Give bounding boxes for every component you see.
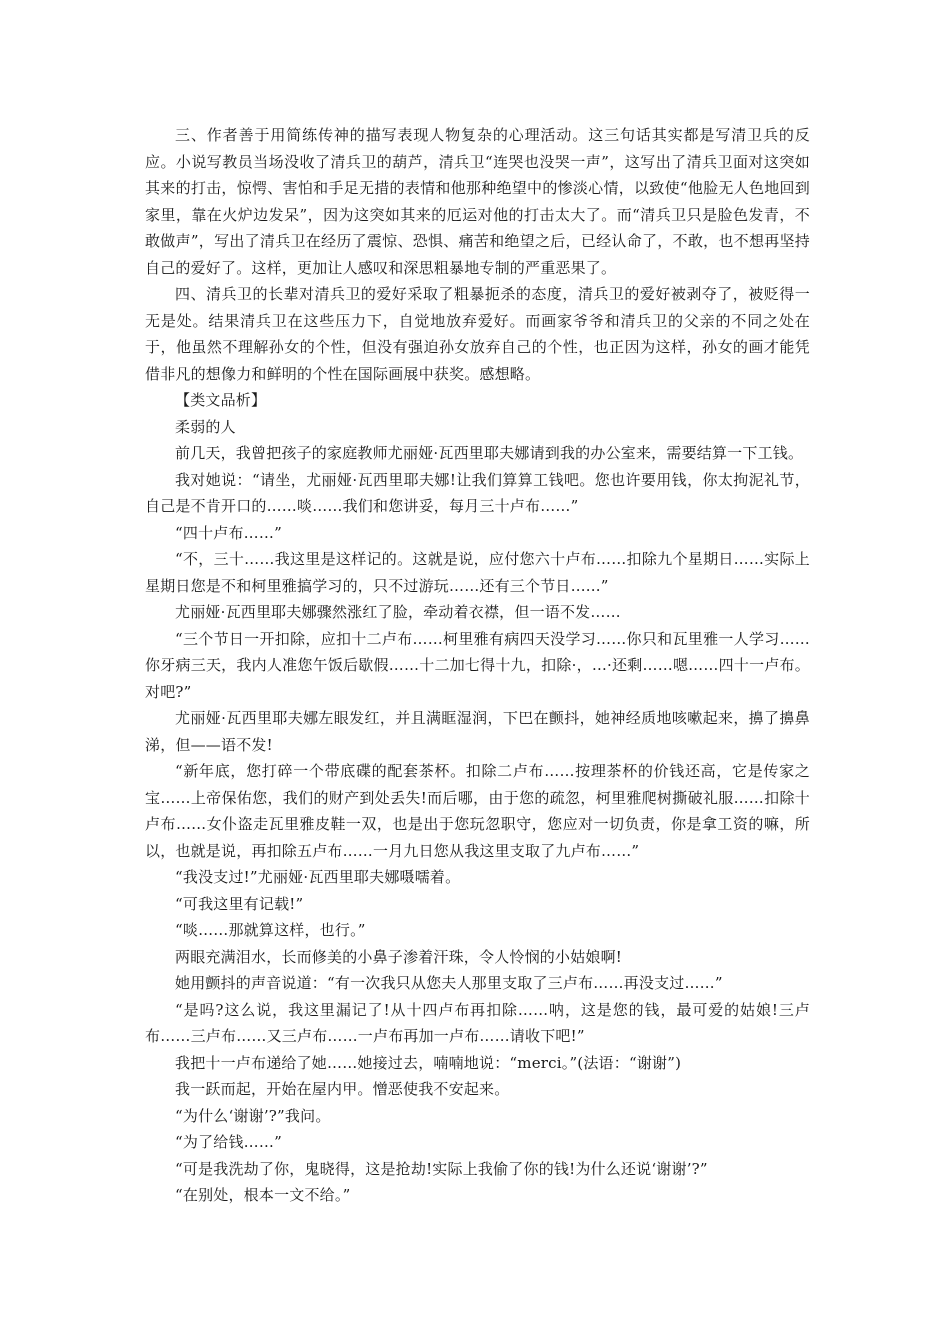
story-paragraph: 尤丽娅·瓦西里耶夫娜骤然涨红了脸，牵动着衣襟，但一语不发…… [175, 603, 621, 621]
document-page [145, 122, 810, 1209]
story-paragraph: “为了给钱……” [175, 1133, 282, 1151]
paragraph-analysis-3: 三、作者善于用简练传神的描写表现人物复杂的心理活动。这三句话其实都是写清卫兵的反应。小说写教员当场没收了清兵卫的葫芦，清兵卫“连哭也没哭一声”，这写出了清兵卫面对这突如其来的打击，惊愕、害怕和手足无措的表情和他那种绝望中的惨淡心情，以致使“他脸无人色地回到家里，靠在火炉边发呆”，因为这突如其来的厄运对他的打击太大了。而“清兵卫只是脸色发青，不敢做声”，写出了清兵卫在经历了震惊、恐惧、痛苦和绝望之后，已经认命了，不敢，也不想再坚持自己的爱好了。这样，更加让人感叹和深思粗暴地专制的严重恶果了。 [145, 126, 810, 277]
story-paragraph: 我对她说：“请坐，尤丽娅·瓦西里耶夫娜!让我们算算工钱吧。您也许要用钱，你太拘泥礼节，自己是不肯开口的……啖……我们和您讲妥，每月三十卢布……” [145, 470, 810, 515]
story-paragraph: 我一跃而起，开始在屋内甲。憎恶使我不安起来。 [175, 1080, 510, 1098]
story-paragraph: 前几天，我曾把孩子的家庭教师尤丽娅·瓦西里耶夫娜请到我的办公室来，需要结算一下工钱。 [175, 444, 804, 462]
story-paragraph: “是吗?这么说，我这里漏记了!从十四卢布再扣除……呐，这是您的钱，最可爱的姑娘!三卢布……三卢布……又三卢布……一卢布再加一卢布……请收下吧!” [145, 1000, 810, 1045]
story-paragraph: “我没支过!”尤丽娅·瓦西里耶夫娜嗫嚅着。 [175, 868, 461, 886]
story-paragraph: “可我这里有记载!” [175, 894, 304, 913]
story-paragraph: “不，三十……我这里是这样记的。这就是说，应付您六十卢布……扣除九个星期日……实际上星期日您是不和柯里雅搞学习的，只不过游玩……还有三个节日…...” [145, 550, 810, 595]
story-paragraph: 我把十一卢布递给了她……她接过去，喃喃地说：“merci。”(法语：“谢谢”) [175, 1053, 682, 1072]
story-paragraph: 两眼充满泪水，长而修美的小鼻子渗着汗珠，令人怜悯的小姑娘啊! [175, 947, 623, 966]
story-paragraph: “在别处，根本一文不给。” [175, 1186, 351, 1204]
story-paragraph: “三个节日一开扣除，应扣十二卢布……柯里雅有病四天没学习……你只和瓦里雅一人学习……你牙病三天，我内人准您午饭后歇假……十二加七得十九，扣除·，…·还剩……嗯……四十一卢布。对吧?” [145, 629, 810, 701]
paragraph-analysis-4: 四、清兵卫的长辈对清兵卫的爱好采取了粗暴扼杀的态度，清兵卫的爱好被剥夺了，被贬得一无是处。结果清兵卫在这些压力下，自觉地放弃爱好。而画家爷爷和清兵卫的父亲的不同之处在于，他虽然不理解孙女的个性，但没有强迫孙女放弃自己的个性，也正因为这样，孙女的画才能凭借非凡的想像力和鲜明的个性在国际画展中获奖。感想略。 [145, 285, 810, 383]
story-paragraph: 尤丽娅·瓦西里耶夫娜左眼发红，并且满眶湿润，下巴在颤抖，她神经质地咳嗽起来，擤了擤鼻涕，但——语不发! [145, 709, 810, 754]
story-title: 柔弱的人 [175, 417, 236, 436]
story-paragraph: “为什么‘谢谢’?”我问。 [175, 1106, 331, 1125]
story-paragraph: “啖……那就算这样，也行。” [175, 921, 366, 939]
section-heading: 【类文品析】 [175, 391, 267, 409]
story-paragraph: 她用颤抖的声音说道：“有一次我只从您夫人那里支取了三卢布……再没支过……” [175, 974, 723, 992]
story-paragraph: “可是我洗劫了你，鬼晓得，这是抢劫!实际上我偷了你的钱!为什么还说‘谢谢’?” [175, 1159, 708, 1178]
story-paragraph: “新年底，您打碎一个带底碟的配套茶杯。扣除二卢布……按理茶杯的价钱还高，它是传家之宝……上帝保佑您，我们的财产到处丢失!而后哪，由于您的疏忽，柯里雅爬树撕破礼服……扣除十卢布……女仆盗走瓦里雅皮鞋一双，也是出于您玩忽职守，您应对一切负责，你是拿工资的嘛，所以，也就是说，再扣除五卢布……一月九日您从我这里支取了九卢布……” [145, 762, 810, 860]
story-paragraph: “四十卢布……” [175, 523, 282, 542]
